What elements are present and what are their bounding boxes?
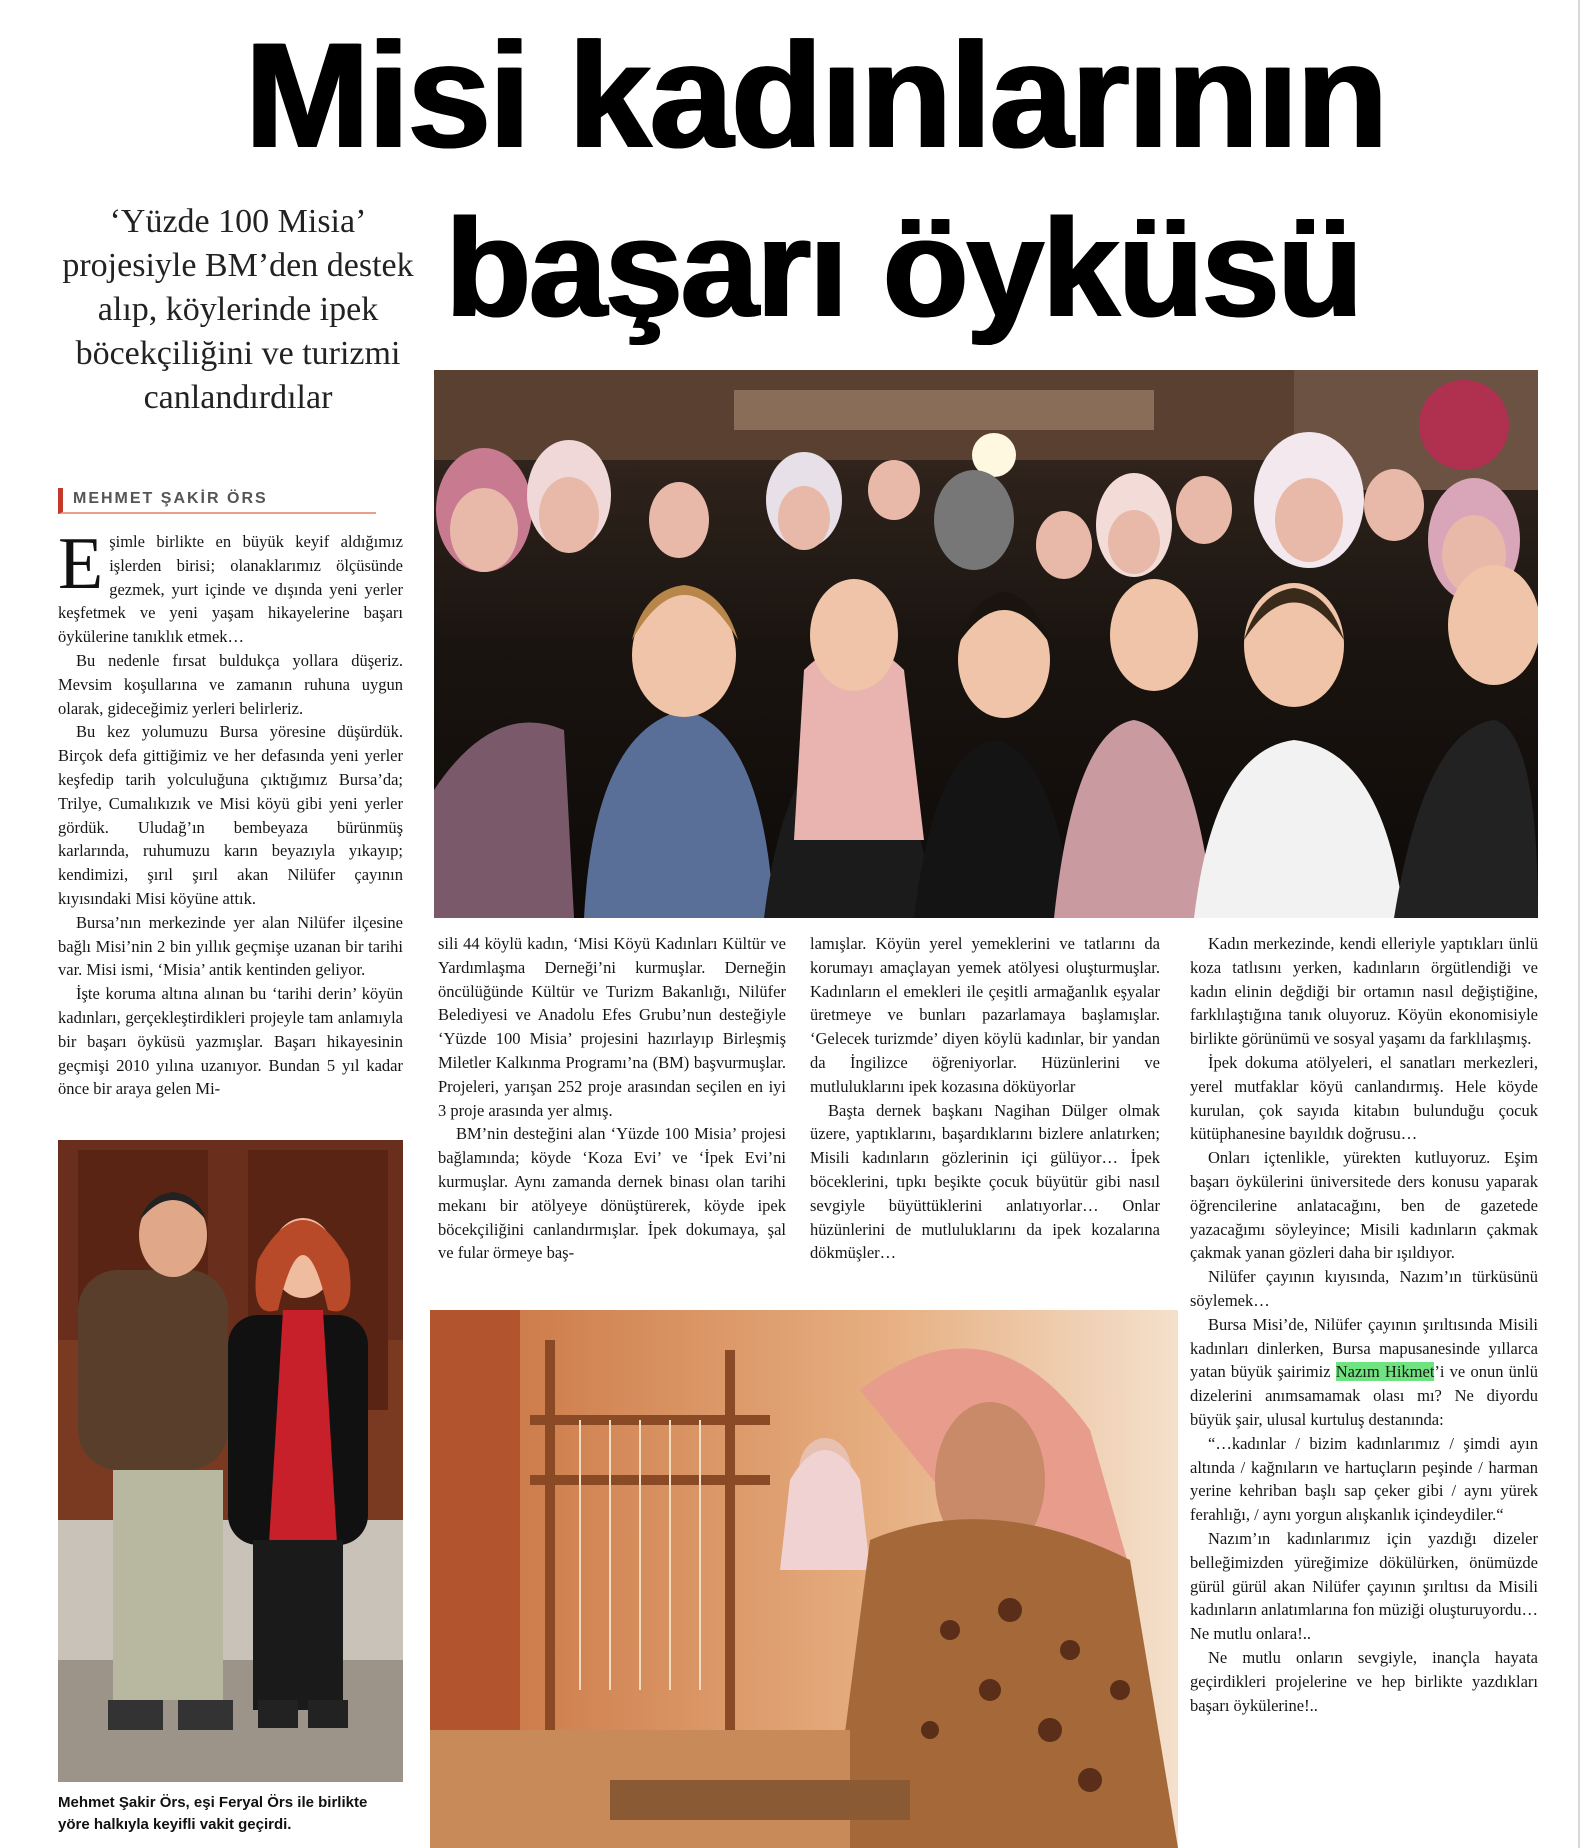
photo-caption: Mehmet Şakir Örs, eşi Feryal Örs ile birlikte yöre halkıyla keyifli vakit geçirdi. [58,1794,368,1833]
col4-paragraph-2: İpek dokuma atölyeleri, el sanatları merkezleri, yerel mutfaklar köyü canlandırmış. Hele köyde kurulan, çok sayıda kitabın bulunduğu çocuk kütüphanesine bayıldık doğrusu… [1190,1052,1538,1144]
col4-paragraph-8: Ne mutlu onların sevgiyle, inançla hayata geçirdikleri projelerine ve hep birlikte yazdıkları başarı öykülerine!.. [1190,1647,1538,1715]
col1-paragraph-5: İşte koruma altına alınan bu ‘tarihi derin’ köyün kadınları, gerçekleştirdikleri projeyle tam anlamıyla bir başarı öyküsü yazmışlar. Başarı hikayesinin geçmişi 2010 yılına uzanıyor. Bundan 5 yıl kadar önce bir araya gelen Mi- [58,984,403,1099]
headline-line-2: başarı öyküsü [445,189,1361,346]
column-1 [58,523,403,1101]
article-deck: ‘Yüzde 100 Misia’ projesiyle BM’den destek alıp, köylerinde ipek böcekçiliğini ve turizmi canlandırdılar [62,203,414,416]
col2-paragraph-2: BM’nin desteğini alan ‘Yüzde 100 Misia’ projesi bağlamında; köyde ‘Koza Evi’ ve ‘İpek Evi’ni kurmuşlar. Aynı zamanda dernek binası olan tarihi mekanı bir atölyeye dönüştürerek, köyde ipek böcekçiliğini canlandırmışlar. İpek dokumaya, şal ve fular örmeye baş- [438,1124,786,1263]
col1-paragraph-4: Bursa’nın merkezinde yer alan Nilüfer ilçesine bağlı Misi’nin 2 bin yıllık geçmişe uzanan bir tarihi var. Misi ismi, ‘Misia’ antik kentinden geliyor. [58,912,403,980]
col4-paragraph-6: “…kadınlar / bizim kadınlarımız / şimdi ayın altında / kağnıların ve hartuçların peşinde / harman yerine kehriban başlı sap çeker gibi / aynı yürek ferahlığı, / aynı yorgun alışkanlık içindeydiler.“ [1190,1433,1538,1525]
page-edge-rule [1578,0,1580,1848]
col2-paragraph-1: sili 44 köylü kadın, ‘Misi Köyü Kadınları Kültür ve Yardımlaşma Derneği’ni kurmuşlar. Derneğin öncülüğünde Kültür ve Turizm Bakanlığı, Nilüfer Belediyesi ve Anadolu Efes Grubu’nun desteğiyle ‘Yüzde 100 Misia’ projesini hazırlayıp Birleşmiş Miletler Kalkınma Programı’na (BM) başvurmuşlar. Projeleri, yarışan 252 proje arasından seçilen en iyi 3 proje arasında yer almış. [438,934,786,1120]
col3-paragraph-2: Başta dernek başkanı Nagihan Dülger olmak üzere, yaptıklarını, başardıklarını bizlere anlatırken; Misili kadınların gözlerinin içi gülüyor… İpek böceklerini, tıpkı beşikte çocuk büyütür gibi nasıl sevgiyle büyüttüklerini anlatıyorlar… Onlar hüzünlerini de mutluluklarını da ipek kozalarına dökmüşler… [810,1100,1160,1263]
column-2 [438,932,786,1265]
highlighted-name: Nazım Hikmet [1335,1362,1435,1382]
group-photo [434,370,1538,918]
couple-photo [58,1140,403,1782]
col4-paragraph-1: Kadın merkezinde, kendi elleriyle yaptıkları ünlü koza tatlısını yerken, kadınların örgütlendiği ve kadın elinin değdiği bir ortamın nasıl değiştiğine, farklılaştığına tanık oluyoruz. Köyün ekonomisiyle birlikte görünümü ve sosyal yaşamı da farklılaşmış. [1190,934,1538,1049]
col1-p1-text: şimle birlikte en büyük keyif aldığımız işlerden birisi; olanaklarımız ölçüsünde gezmek, yurt içinde ve dışında yeni yerler keşfetmek ve yeni yaşam hikayelerine başarı öykülerine tanıklık etmek… [58,532,403,647]
headline-line-1: Misi kadınlarının [244,11,1386,179]
weaving-photo [430,1310,1178,1848]
col4-p5-text-a: Bursa Misi’de, Nilüfer çayının şırıltısında Misili kadınları dinlerken, Bursa mapusanesinde yıllarca yatan büyük şairimiz [1190,1314,1538,1382]
col4-paragraph-5 [1190,1313,1538,1432]
col1-paragraph-2: Bu nedenle fırsat buldukça yollara düşeriz. Mevsim koşullarına ve zamanın ruhuna uygun olarak, gideceğimiz yerleri belirleriz. [58,650,403,718]
col4-paragraph-4: Nilüfer çayının kıyısında, Nazım’ın türküsünü söylemek… [1190,1267,1538,1310]
column-4 [1190,932,1538,1717]
col1-paragraph-1 [58,523,403,649]
col4-paragraph-3: Onları içtenlikle, yürekten kutluyoruz. Eşim başarı öykülerini üniversitede ders konusu yaparak öğrencilerine anlatacağını, ben de gazetede yazacağımı söyleyince; Misili kadınların çakmak çakmak yanan gözleri daha bir ışıldıyor. [1190,1148,1538,1263]
col1-paragraph-3: Bu kez yolumuzu Bursa yöresine düşürdük. Birçok defa gittiğimiz ve her defasında yeni yerler keşfedip tarih yolculuğuna çıktığımız Bursa’da; Trilye, Cumalıkızık ve Misi köyü gibi yeni yerler gördük. Uludağ’ın bembeyaza bürünmüş karlarında, ruhumuzu karın beyazıyla yıkayıp; kendimizi, şırıl şırıl akan Nilüfer çayının kıyısındaki Misi köyüne attık. [58,722,403,908]
col4-paragraph-7: Nazım’ın kadınlarımız için yazdığı dizeler belleğimizden yüreğimize dökülürken, önümüzde gürül gürül akan Nilüfer çayının şırıltısı da Misili kadınların anlatımlarına fon müziği oluşturuyordu… Ne mutlu onlara!.. [1190,1528,1538,1644]
drop-cap: E [58,523,104,605]
col4-p5-text-b: ’i ve onun ünlü dizelerini anımsamamak olası mı? Ne diyordu büyük şair, ulusal kurtuluş destanında: [1190,1362,1538,1429]
group-photo-illustration [434,370,1538,918]
col3-paragraph-1: lamışlar. Köyün yerel yemeklerini ve tatlarını da korumayı amaçlayan yemek atölyesi oluşturmuşlar. Kadınların el emekleri ile çeşitli armağanlık eşyalar üretmeye ve bunları pazarlamaya başlamışlar. ‘Gelecek turizmde’ diyen köylü kadınlar, bir yandan da İngilizce öğreniyorlar. Hüzünlerini ve mutluluklarını ipek kozasına döküyorlar [810,934,1160,1096]
couple-photo-illustration [58,1140,403,1782]
column-3 [810,932,1160,1265]
weaving-photo-illustration [430,1310,1178,1848]
byline: MEHMET ŞAKİR ÖRS [58,488,376,514]
